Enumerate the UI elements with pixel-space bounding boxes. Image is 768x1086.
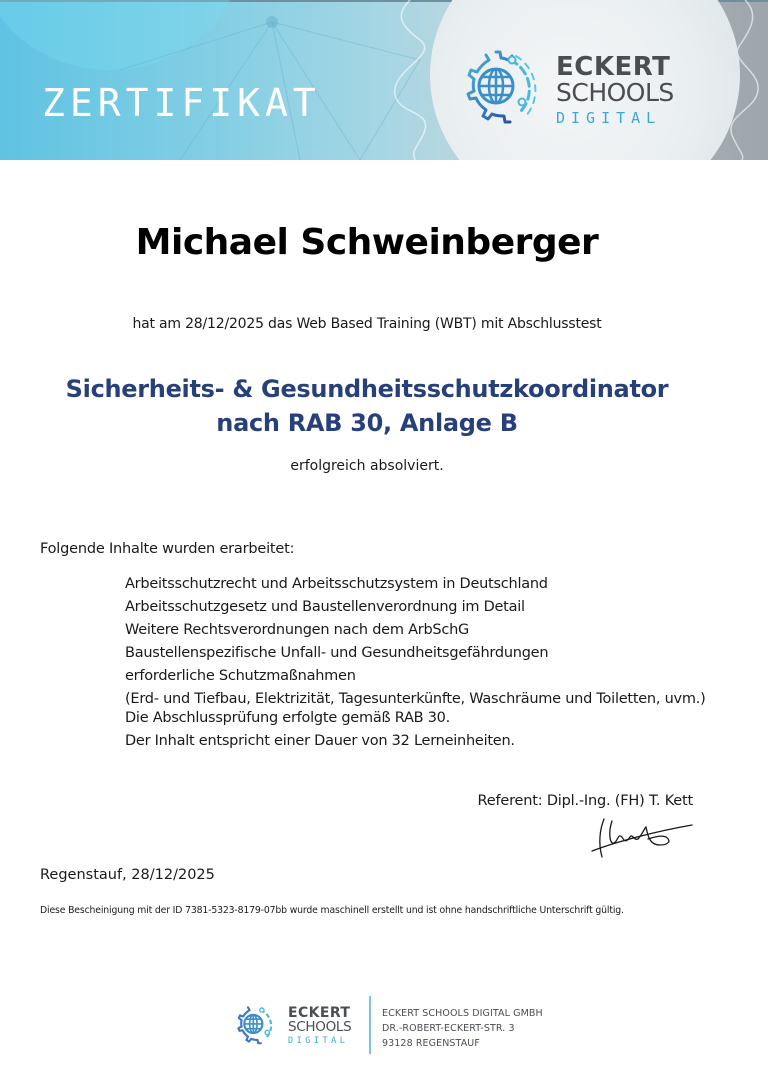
signature-icon xyxy=(588,815,698,861)
footer-street: DR.-ROBERT-ECKERT-STR. 3 xyxy=(382,1023,515,1034)
certificate-heading: ZERTIFIKAT xyxy=(42,81,321,125)
logo-digital: DIGITAL xyxy=(556,109,662,127)
contents-item: Arbeitsschutzrecht und Arbeitsschutzsystem in Deutschland xyxy=(125,576,548,592)
contents-item: (Erd- und Tiefbau, Elektrizität, Tagesunterkünfte, Waschräume und Toiletten, uvm.) xyxy=(125,691,706,707)
footer-logo-digital: DIGITAL xyxy=(288,1036,349,1046)
completion-text: erfolgreich absolviert. xyxy=(290,458,444,474)
intro-text: hat am 28/12/2025 das Web Based Training (WBT) mit Abschlusstest xyxy=(132,316,602,332)
contents-item: Die Abschlussprüfung erfolgte gemäß RAB 30. xyxy=(125,710,451,726)
contents-list xyxy=(125,575,715,755)
contents-item: Baustellenspezifische Unfall- und Gesundheitsgefährdungen xyxy=(125,645,549,661)
footer-city: 93128 REGENSTAUF xyxy=(382,1038,480,1049)
footer xyxy=(232,996,572,1056)
header-banner xyxy=(0,0,768,160)
contents-item: Weitere Rechtsverordnungen nach dem ArbSchG xyxy=(125,622,470,638)
logo-schools: SCHOOLS xyxy=(556,78,674,107)
footer-divider xyxy=(369,996,371,1054)
contents-item: Arbeitsschutzgesetz und Baustellenverordnung im Detail xyxy=(125,599,525,615)
eckert-schools-logo xyxy=(456,46,686,126)
course-title xyxy=(0,372,734,440)
contents-item: erforderliche Schutzmaßnahmen xyxy=(125,668,356,684)
recipient-name: Michael Schweinberger xyxy=(135,222,599,263)
course-title-line-1: Sicherheits- & Gesundheitsschutzkoordinator xyxy=(65,375,669,403)
footer-logo-schools: SCHOOLS xyxy=(288,1019,352,1035)
contents-label: Folgende Inhalte wurden erarbeitet: xyxy=(40,541,295,557)
course-title-line-2: nach RAB 30, Anlage B xyxy=(216,409,518,437)
footer-company: ECKERT SCHOOLS DIGITAL GMBH xyxy=(382,1008,543,1019)
footer-address xyxy=(382,1006,543,1051)
logo-eckert: ECKERT xyxy=(556,52,671,82)
referent: Referent: Dipl.-Ing. (FH) T. Kett xyxy=(477,793,693,809)
footer-logo-wordmark xyxy=(288,1006,351,1047)
disclaimer: Diese Bescheinigung mit der ID 7381-5323-8179-07bb wurde maschinell erstellt und ist ohne handschriftliche Unterschrift gültig. xyxy=(40,905,624,916)
gear-globe-icon xyxy=(232,1002,280,1048)
contents-item: Der Inhalt entspricht einer Dauer von 32 Lerneinheiten. xyxy=(125,733,515,749)
footer-logo-eckert: ECKERT xyxy=(288,1005,351,1021)
logo-wordmark xyxy=(556,54,674,128)
gear-globe-icon xyxy=(456,46,546,130)
place-date: Regenstauf, 28/12/2025 xyxy=(40,867,215,883)
